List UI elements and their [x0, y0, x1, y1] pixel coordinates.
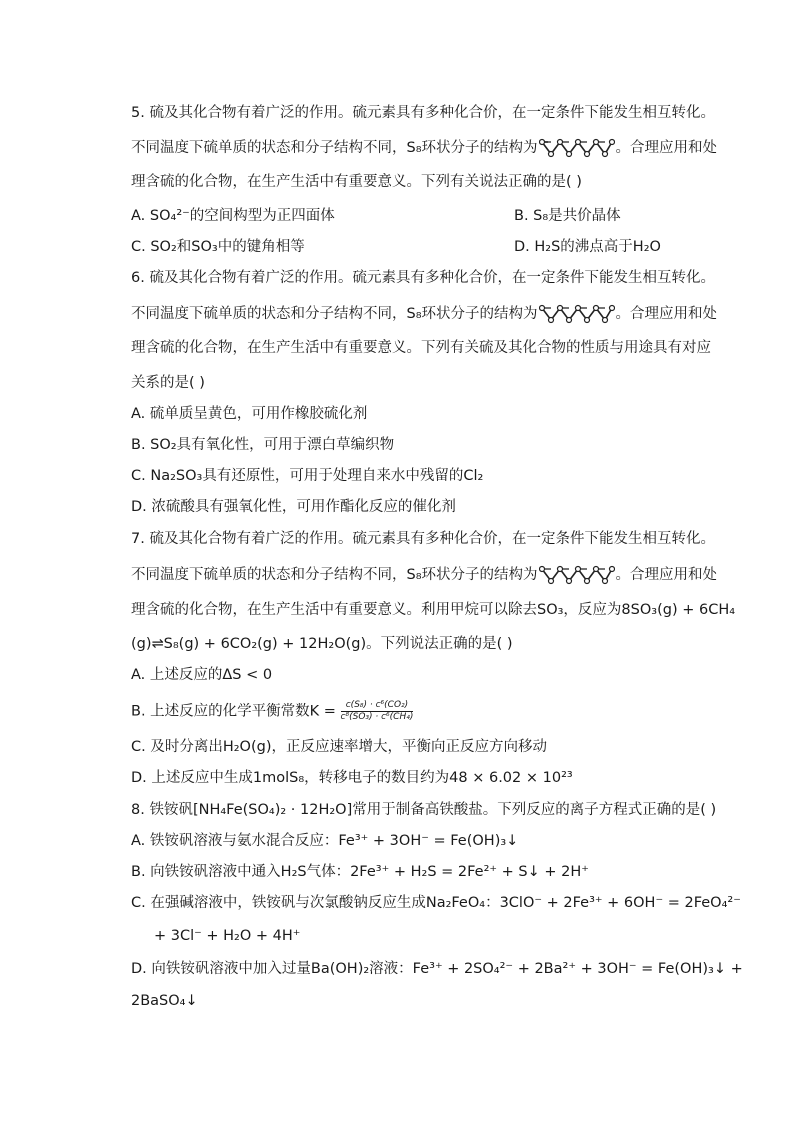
q7-option-d: D. 上述反应中生成1molS₈，转移电子的数目约为48 × 6.02 × 10²³	[131, 770, 573, 786]
q5-option-row1	[131, 206, 621, 226]
fraction-numerator: c(S₈) · c⁶(CO₂)	[341, 700, 414, 712]
q5-stem-line1: 5. 硫及其化合物有着广泛的作用。硫元素具有多种化合价，在一定条件下能发生相互转化。	[131, 105, 715, 121]
q5-option-c: C. SO₂和SO₃中的键角相等	[131, 239, 305, 255]
q7-stem-line3: 理含硫的化合物，在生产生活中有重要意义。利用甲烷可以除去SO₃，反应为8SO₃(g) + 6CH₄	[131, 602, 736, 618]
q8-option-c-line1: C. 在强碱溶液中，铁铵矾与次氯酸钠反应生成Na₂FeO₄：3ClO⁻ + 2Fe³⁺ + 6OH⁻ = 2FeO₄²⁻	[131, 895, 741, 911]
q8-stem-line1: 8. 铁铵矾[NH₄Fe(SO₄)₂ · 12H₂O]常用于制备高铁酸盐。下列反应的离子方程式正确的是( )	[131, 802, 717, 818]
q5-option-b: B. S₈是共价晶体	[514, 208, 621, 224]
q6-option-b: B. SO₂具有氧化性，可用于漂白草编织物	[131, 437, 395, 453]
q6-option-a: A. 硫单质呈黄色，可用作橡胶硫化剂	[131, 406, 368, 422]
q5-stem-line2-text: 不同温度下硫单质的状态和分子结构不同，S₈环状分子的结构为	[131, 140, 538, 156]
q6-stem-line2-text: 不同温度下硫单质的状态和分子结构不同，S₈环状分子的结构为	[131, 306, 538, 322]
q5-stem-line2-tail: 。合理应用和处	[615, 140, 718, 156]
q6-option-d: D. 浓硫酸具有强氧化性，可用作酯化反应的催化剂	[131, 499, 456, 515]
q6-stem-line1: 6. 硫及其化合物有着广泛的作用。硫元素具有多种化合价，在一定条件下能发生相互转化。	[131, 270, 715, 286]
q8-option-d-line1: D. 向铁铵矾溶液中加入过量Ba(OH)₂溶液：Fe³⁺ + 2SO₄²⁻ + 2Ba²⁺ + 3OH⁻ = Fe(OH)₃↓ +	[131, 961, 743, 977]
q6-stem-line3: 理含硫的化合物，在生产生活中有重要意义。下列有关硫及其化合物的性质与用途具有对应	[131, 340, 711, 356]
q6-stem-line2	[131, 303, 717, 325]
q7-stem-line1: 7. 硫及其化合物有着广泛的作用。硫元素具有多种化合价，在一定条件下能发生相互转化。	[131, 531, 715, 547]
q5-option-row2	[131, 237, 661, 257]
q8-option-a: A. 铁铵矾溶液与氨水混合反应：Fe³⁺ + 3OH⁻ = Fe(OH)₃↓	[131, 833, 519, 849]
q7-option-c: C. 及时分离出H₂O(g)，正反应速率增大，平衡向正反应方向移动	[131, 739, 547, 755]
q7-option-a: A. 上述反应的ΔS < 0	[131, 667, 273, 683]
q5-option-a: A. SO₄²⁻的空间构型为正四面体	[131, 208, 335, 224]
q8-option-c-line2: + 3Cl⁻ + H₂O + 4H⁺	[154, 928, 301, 944]
q8-option-d-line2: 2BaSO₄↓	[131, 993, 198, 1009]
q7-stem-line4: (g)⇌S₈(g) + 6CO₂(g) + 12H₂O(g)。下列说法正确的是( )	[131, 636, 513, 652]
s8-ring-structure-icon	[539, 564, 615, 586]
equilibrium-constant-fraction	[341, 700, 414, 723]
q6-stem-line2-tail: 。合理应用和处	[615, 306, 718, 322]
q7-option-b-text: B. 上述反应的化学平衡常数K =	[131, 703, 341, 720]
fraction-denominator: c⁸(SO₃) · c⁶(CH₄)	[340, 712, 414, 722]
q5-stem-line3: 理含硫的化合物，在生产生活中有重要意义。下列有关说法正确的是( )	[131, 174, 582, 190]
q6-option-c: C. Na₂SO₃具有还原性，可用于处理自来水中残留的Cl₂	[131, 468, 484, 484]
q7-stem-line2-tail: 。合理应用和处	[615, 567, 718, 583]
q5-stem-line2	[131, 137, 717, 159]
s8-ring-structure-icon	[539, 303, 615, 325]
s8-ring-structure-icon	[539, 137, 615, 159]
q8-option-b: B. 向铁铵矾溶液中通入H₂S气体：2Fe³⁺ + H₂S = 2Fe²⁺ + S↓ + 2H⁺	[131, 864, 589, 880]
q7-option-b	[131, 700, 413, 723]
q6-stem-line4: 关系的是( )	[131, 375, 205, 391]
q5-option-d: D. H₂S的沸点高于H₂O	[514, 239, 661, 255]
q7-stem-line2-text: 不同温度下硫单质的状态和分子结构不同，S₈环状分子的结构为	[131, 567, 538, 583]
q7-stem-line2	[131, 564, 717, 586]
